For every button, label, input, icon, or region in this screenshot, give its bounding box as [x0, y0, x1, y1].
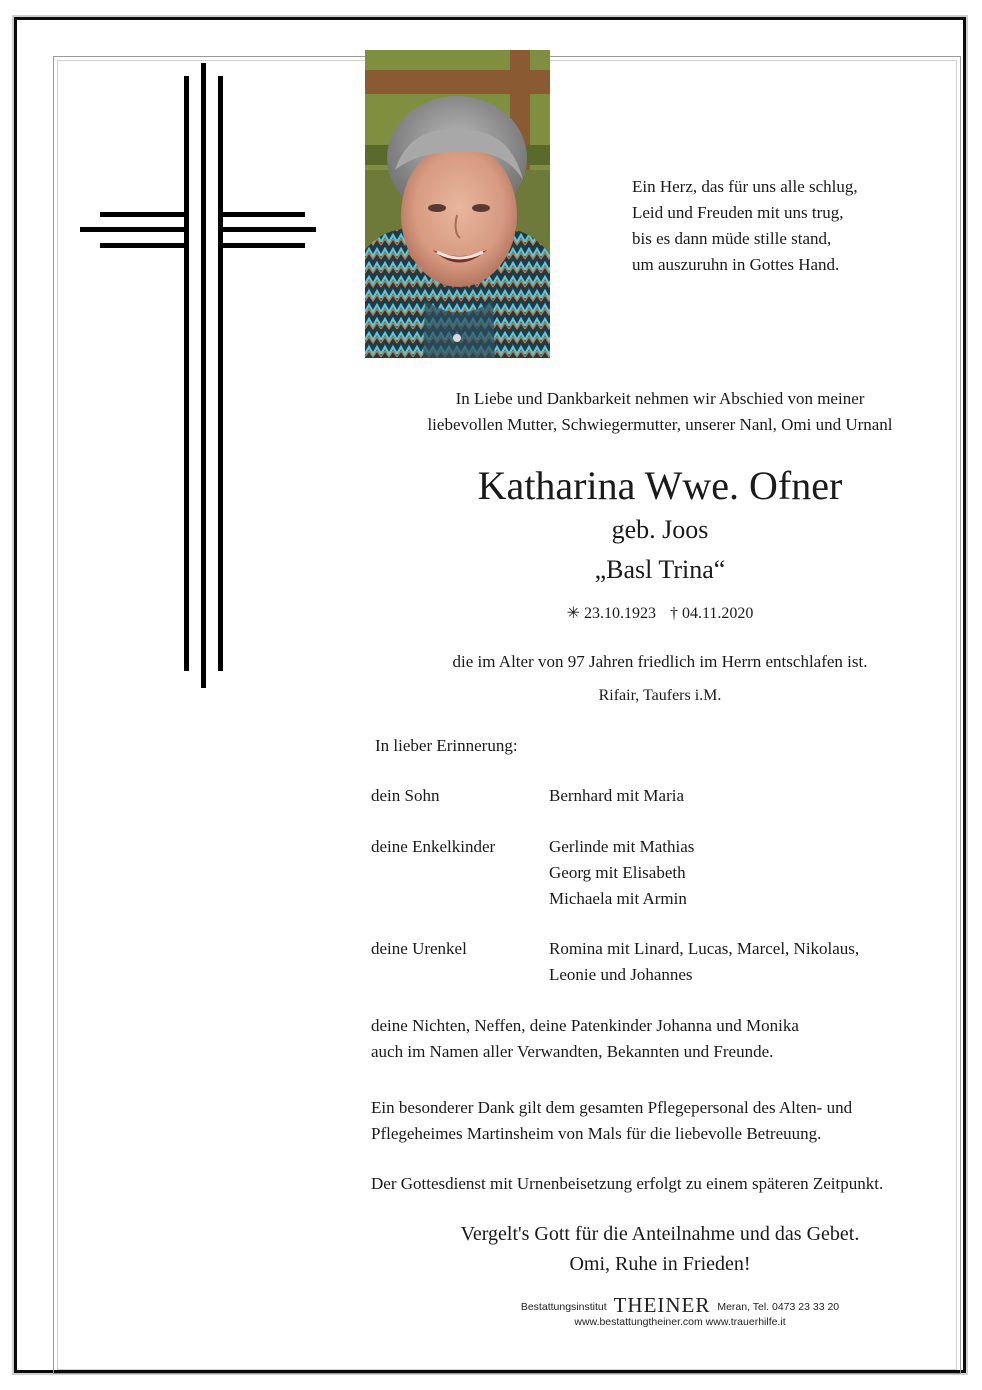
- special-thanks-line: Ein besonderer Dank gilt dem gesamten Pflegepersonal des Alten- und: [371, 1098, 853, 1117]
- relation-label: deine Urenkel: [371, 939, 467, 958]
- mourners-heading: In lieber Erinnerung:: [375, 736, 518, 755]
- deceased-name: Katharina Wwe. Ofner: [477, 463, 843, 508]
- intro-text: [380, 386, 940, 438]
- intro-line: liebevollen Mutter, Schwiegermutter, unserer Nanl, Omi und Urnanl: [427, 415, 893, 434]
- life-dates: [380, 602, 940, 626]
- relation-label: deine Enkelkinder: [371, 837, 496, 856]
- birth-date: 23.10.1923: [584, 605, 656, 622]
- funeral-home-logo: THEINER: [613, 1293, 711, 1317]
- footer-prefix: Bestattungsinstitut: [520, 1301, 607, 1313]
- mourner-name: Leonie und Johannes: [549, 965, 693, 984]
- relation-label: dein Sohn: [371, 786, 440, 805]
- relation-names: [549, 936, 859, 988]
- funeral-home-footer: [480, 1295, 880, 1329]
- death-date: 04.11.2020: [682, 605, 754, 622]
- special-thanks-line: Pflegeheimes Martinsheim von Mals für die liebevolle Betreuung.: [371, 1124, 822, 1143]
- relatives-text: [371, 1013, 799, 1065]
- closing-line: Omi, Ruhe in Frieden!: [569, 1253, 751, 1275]
- poem-line: Ein Herz, das für uns alle schlug,: [632, 177, 858, 196]
- poem-line: um auszuruhn in Gottes Hand.: [632, 255, 840, 274]
- portrait-photo: [365, 50, 550, 358]
- poem: [632, 174, 858, 278]
- poem-line: Leid und Freuden mit uns trug,: [632, 203, 844, 222]
- death-cross-icon: †: [670, 605, 678, 622]
- mourner-name: Romina mit Linard, Lucas, Marcel, Nikolaus,: [549, 939, 860, 958]
- mourner-name: Michaela mit Armin: [549, 889, 687, 908]
- relatives-line: auch im Namen aller Verwandten, Bekannten und Freunde.: [371, 1042, 774, 1061]
- age-text: die im Alter von 97 Jahren friedlich im Herrn entschlafen ist.: [452, 652, 868, 671]
- service-note: Der Gottesdienst mit Urnenbeisetzung erfolgt zu einem späteren Zeitpunkt.: [371, 1174, 884, 1193]
- relatives-line: deine Nichten, Neffen, deine Patenkinder Johanna und Monika: [371, 1016, 799, 1035]
- relation-names: [549, 783, 684, 809]
- relation-names: [549, 834, 694, 912]
- mourner-name: Georg mit Elisabeth: [549, 863, 686, 882]
- poem-line: bis es dann müde stille stand,: [632, 229, 832, 248]
- closing: [380, 1219, 940, 1279]
- mourner-name: Bernhard mit Maria: [549, 786, 685, 805]
- footer-contact: Meran, Tel. 0473 23 33 20: [717, 1301, 840, 1313]
- birth-name: geb. Joos: [611, 515, 709, 544]
- nickname: „Basl Trina“: [594, 555, 726, 584]
- place: Rifair, Taufers i.M.: [598, 687, 722, 704]
- mourner-name: Gerlinde mit Mathias: [549, 837, 695, 856]
- intro-line: In Liebe und Dankbarkeit nehmen wir Abschied von meiner: [455, 389, 865, 408]
- birth-star-icon: ✳: [566, 605, 580, 622]
- footer-websites: www.bestattungtheiner.com www.trauerhilfe.it: [574, 1316, 786, 1328]
- special-thanks: [371, 1095, 852, 1147]
- closing-line: Vergelt's Gott für die Anteilnahme und das Gebet.: [460, 1223, 860, 1245]
